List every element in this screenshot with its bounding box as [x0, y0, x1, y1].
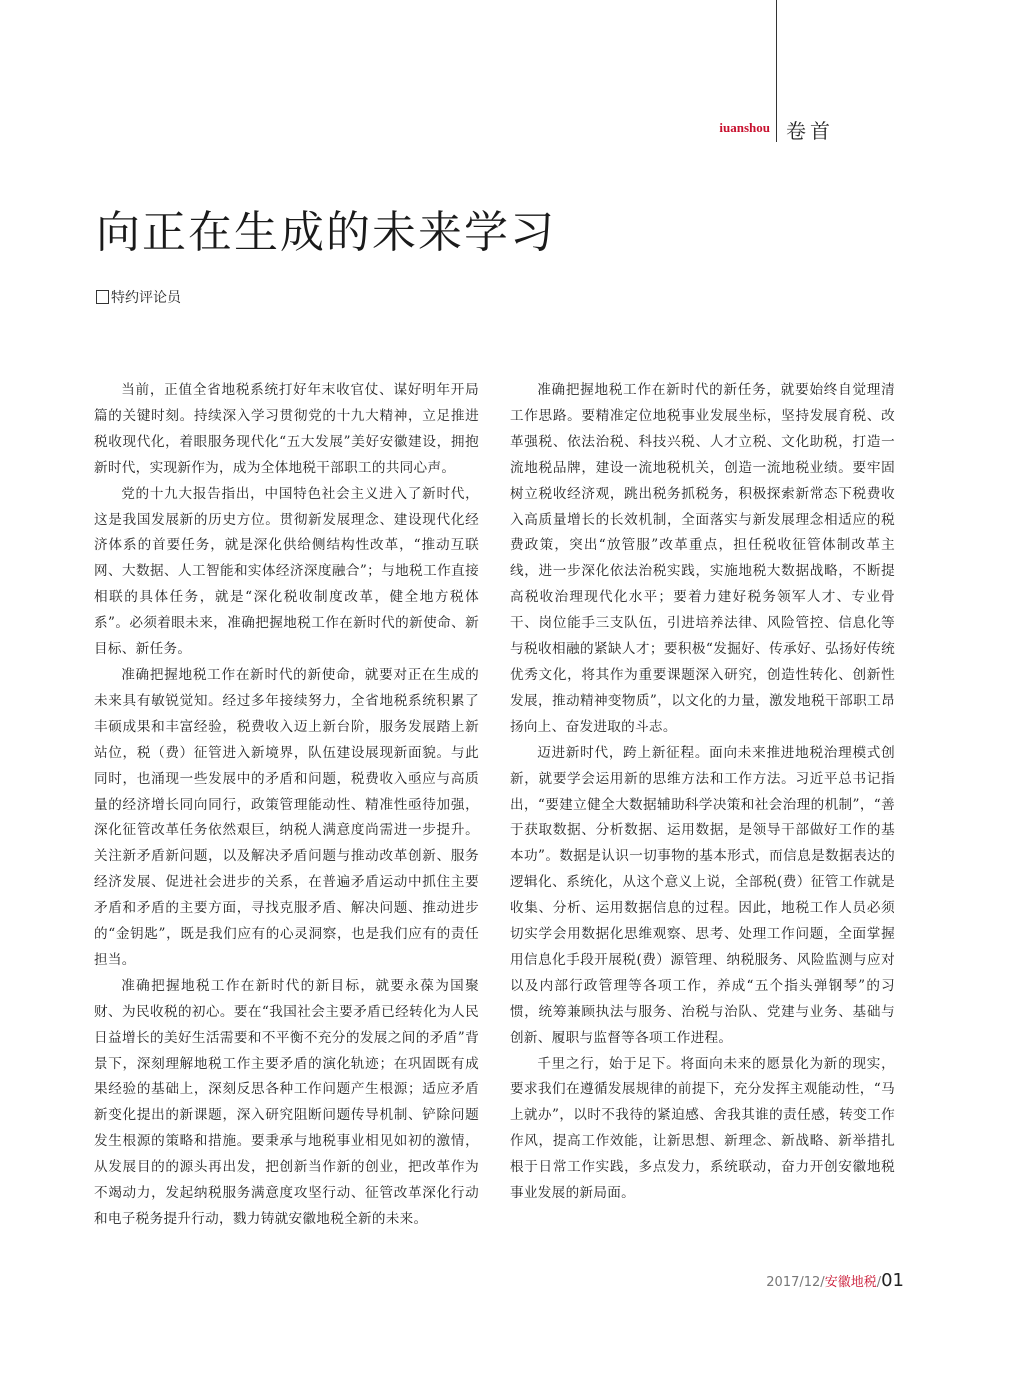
left-column: [94, 378, 479, 1233]
paragraph: 准确把握地税工作在新时代的新目标，就要永葆为国聚财、为民收税的初心。要在“我国社会主要矛盾已经转化为人民日益增长的美好生活需要和不平衡不充分的发展之间的矛盾”背景下，深刻理解地税工作主要矛盾的演化轨迹；在巩固既有成果经验的基础上，深刻反思各种工作问题产生根源；适应矛盾新变化提出的新课题，深入研究阻断问题传导机制、铲除问题发生根源的策略和措施。要秉承与地税事业相见如初的激情，从发展目的的源头再出发，把创新当作新的创业，把改革作为不竭动力，发起纳税服务满意度攻坚行动、征管改革深化行动和电子税务提升行动，戮力铸就安徽地税全新的未来。: [94, 977, 479, 1227]
issue-date: 2017/12: [766, 1275, 821, 1290]
section-pinyin: iuanshou: [719, 120, 770, 135]
paragraph: 千里之行，始于足下。将面向未来的愿景化为新的现实，要求我们在遵循发展规律的前提下，充分发挥主观能动性，“马上就办”，以时不我待的紧迫感、舍我其谁的责任感，转变工作作风，提高工作效能，让新思想、新理念、新战略、新举措扎根于日常工作实践，多点发力，系统联动，奋力开创安徽地税事业发展的新局面。: [510, 1055, 895, 1202]
footer-separator: /: [820, 1275, 825, 1290]
byline-box-icon: [96, 290, 109, 304]
article-title: 向正在生成的未来学习: [96, 207, 556, 258]
magazine-name: 安徽地税: [824, 1275, 877, 1290]
section-title: 卷首: [786, 119, 834, 143]
header-divider: [776, 0, 777, 142]
paragraph: 准确把握地税工作在新时代的新使命，就要对正在生成的未来具有敏锐觉知。经过多年接续努力，全省地税系统积累了丰硕成果和丰富经验，税费收入迈上新台阶，服务发展踏上新站位，税（费）征管进入新境界，队伍建设展现新面貌。与此同时，也涌现一些发展中的矛盾和问题，税费收入亟应与高质量的经济增长同向同行，政策管理能动性、精准性亟待加强，深化征管改革任务依然艰巨，纳税人满意度尚需进一步提升。关注新矛盾新问题，以及解决矛盾问题与推动改革创新、服务经济发展、促进社会进步的关系，在普遍矛盾运动中抓住主要矛盾和矛盾的主要方面，寻找克服矛盾、解决问题、推动进步的“金钥匙”，既是我们应有的心灵洞察，也是我们应有的责任担当。: [94, 666, 479, 968]
paragraph: 当前，正值全省地税系统打好年末收官仗、谋好明年开局篇的关键时刻。持续深入学习贯彻党的十九大精神，立足推进税收现代化，着眼服务现代化“五大发展”美好安徽建设，拥抱新时代，实现新作为，成为全体地税干部职工的共同心声。: [94, 382, 479, 476]
paragraph: 党的十九大报告指出，中国特色社会主义进入了新时代，这是我国发展新的历史方位。贯彻新发展理念、建设现代化经济体系的首要任务，就是深化供给侧结构性改革，“推动互联网、大数据、人工智能和实体经济深度融合”；与地税工作直接相联的具体任务，就是“深化税收制度改革，健全地方税体系”。必须着眼未来，准确把握地税工作在新时代的新使命、新目标、新任务。: [94, 485, 479, 658]
right-column: [510, 378, 895, 1207]
byline-author: 特约评论员: [111, 290, 181, 306]
page-footer: [766, 1270, 904, 1291]
paragraph: 准确把握地税工作在新时代的新任务，就要始终自觉理清工作思路。要精准定位地税事业发展坐标，坚持发展育税、改革强税、依法治税、科技兴税、人才立税、文化助税，打造一流地税品牌，建设一流地税机关，创造一流地税业绩。要牢固树立税收经济观，跳出税务抓税务，积极探索新常态下税费收入高质量增长的长效机制，全面落实与新发展理念相适应的税费政策，突出“放管服”改革重点，担任税收征管体制改革主线，进一步深化依法治税实践，实施地税大数据战略，不断提高税收治理现代化水平；要着力建好税务领军人才、专业骨干、岗位能手三支队伍，引进培养法律、风险管控、信息化等与税收相融的紧缺人才；要积极“发掘好、传承好、弘扬好传统优秀文化，将其作为重要课题深入研究，创造性转化、创新性发展，推动精神变物质”，以文化的力量，激发地税干部职工昂扬向上、奋发进取的斗志。: [510, 382, 895, 735]
paragraph: 迈进新时代，跨上新征程。面向未来推进地税治理模式创新，就要学会运用新的思维方法和工作方法。习近平总书记指出，“要建立健全大数据辅助科学决策和社会治理的机制”，“善于获取数据、分析数据、运用数据，是领导干部做好工作的基本功”。数据是认识一切事物的基本形式，而信息是数据表达的逻辑化、系统化，从这个意义上说，全部税(费）征管工作就是收集、分析、运用数据信息的过程。因此，地税工作人员必须切实学会用数据化思维观察、思考、处理工作问题，全面掌握用信息化手段开展税(费）源管理、纳税服务、风险监测与应对以及内部行政管理等各项工作，养成“五个指头弹钢琴”的习惯，统筹兼顾执法与服务、治税与治队、党建与业务、基础与创新、履职与监督等各项工作进程。: [510, 744, 895, 1046]
byline: [96, 289, 181, 305]
page-number: 01: [881, 1270, 904, 1291]
footer-separator: /: [876, 1275, 882, 1290]
